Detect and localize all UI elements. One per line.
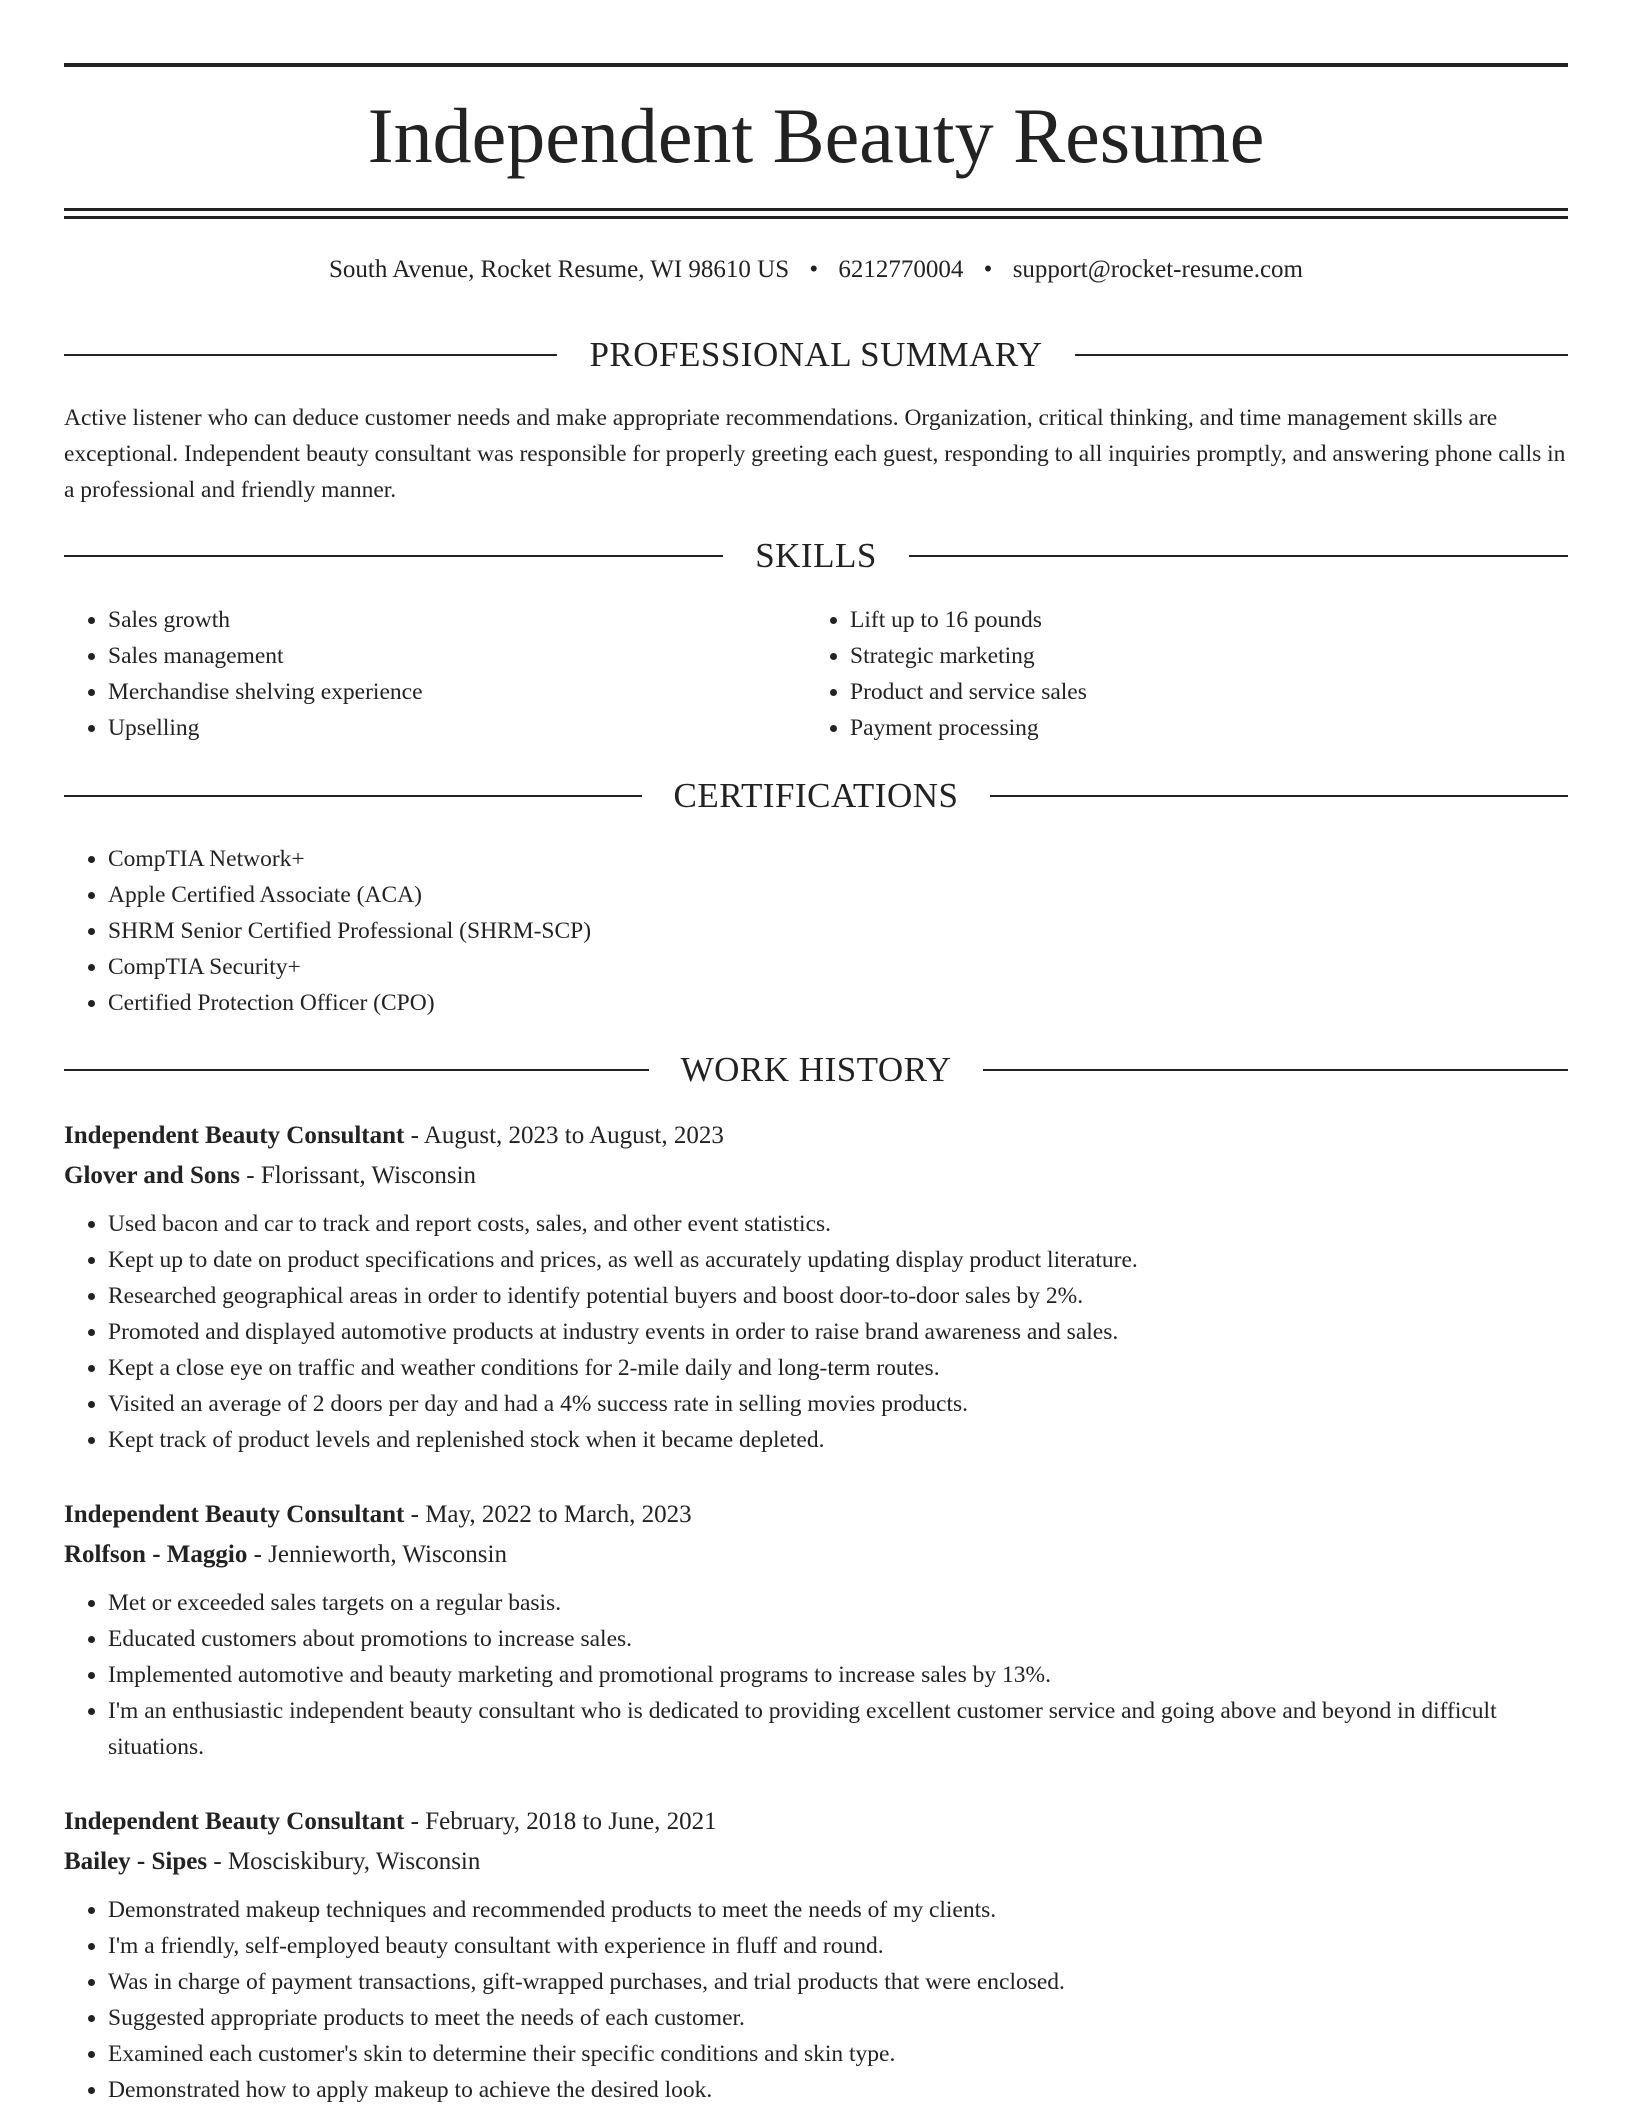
- page-title: Independent Beauty Resume: [367, 92, 1265, 179]
- skill-item: • Sales management: [108, 638, 423, 674]
- divider: [64, 1069, 649, 1071]
- skill-item: • Merchandise shelving experience: [108, 674, 423, 710]
- job-bullet: • Was in charge of payment transactions, gift-wrapped purchases, and trial products that were enclosed.: [108, 1964, 1568, 2000]
- divider: [64, 555, 723, 557]
- job-location: Jennieworth, Wisconsin: [268, 1541, 507, 1568]
- contact-separator: •: [983, 256, 993, 283]
- contact-email[interactable]: support@rocket-resume.com: [1012, 256, 1303, 283]
- job-location: Florissant, Wisconsin: [260, 1162, 477, 1189]
- skills-list-left: [64, 602, 423, 746]
- job-bullet: • Researched geographical areas in order to identify potential buyers and boost door-to-door sales by 2%.: [108, 1278, 1568, 1314]
- job-role-line: [64, 1116, 1568, 1156]
- title-rule-upper: [64, 208, 1568, 211]
- job-bullets: [64, 1585, 1568, 1765]
- top-rule: [64, 63, 1568, 67]
- job-bullet: • Promoted and displayed automotive products at industry events in order to raise brand awareness and sales.: [108, 1314, 1568, 1350]
- job-bullet: • Examined each customer's skin to determine their specific conditions and skin type.: [108, 2036, 1568, 2072]
- job-company-line: [64, 1842, 1568, 1882]
- section-title: SKILLS: [755, 536, 877, 575]
- job-company-line: [64, 1535, 1568, 1575]
- job-dates: February, 2018 to June, 2021: [425, 1808, 717, 1835]
- job-company: Bailey - Sipes: [64, 1848, 208, 1875]
- job-bullet: • Demonstrated how to apply makeup to achieve the desired look.: [108, 2072, 1568, 2108]
- separator: -: [247, 1541, 269, 1568]
- title-rule-lower: [64, 216, 1568, 219]
- job-role-line: [64, 1495, 1568, 1535]
- section-title: PROFESSIONAL SUMMARY: [589, 335, 1043, 374]
- separator: -: [404, 1808, 426, 1835]
- job-bullet: • Kept up to date on product specifications and prices, as well as accurately updating display product literature.: [108, 1242, 1568, 1278]
- divider: [983, 1069, 1568, 1071]
- certification-item: • Apple Certified Associate (ACA): [108, 877, 591, 913]
- summary-text: Active listener who can deduce customer needs and make appropriate recommendations. Organization, critical thinking, and time management skills are exceptional. Independent beauty consultant was responsible for properly greeting each guest, responding to all inquiries promptly, and answering phone calls in a professional and friendly manner.: [64, 405, 1566, 503]
- job-bullet: • Suggested appropriate products to meet the needs of each customer.: [108, 2000, 1568, 2036]
- job-bullet: • Visited an average of 2 doors per day and had a 4% success rate in selling movies products.: [108, 1386, 1568, 1422]
- section-header-certifications: [64, 774, 1568, 818]
- job-company: Glover and Sons: [64, 1162, 240, 1189]
- contact-line: [64, 252, 1568, 288]
- job-bullet: • Implemented automotive and beauty marketing and promotional programs to increase sales by 13%.: [108, 1657, 1568, 1693]
- certification-item: • CompTIA Network+: [108, 841, 591, 877]
- job-bullet: • I'm an enthusiastic independent beauty consultant who is dedicated to providing excellent customer service and going above and beyond in difficult situations.: [108, 1693, 1568, 1765]
- job-entry: [64, 1495, 1568, 1765]
- skill-item: • Product and service sales: [850, 674, 1087, 710]
- job-bullet: • I'm a friendly, self-employed beauty consultant with experience in fluff and round.: [108, 1928, 1568, 1964]
- separator: -: [207, 1848, 228, 1875]
- job-title: Independent Beauty Consultant: [64, 1808, 405, 1835]
- separator: -: [404, 1501, 426, 1528]
- job-bullet: • Kept track of product levels and replenished stock when it became depleted.: [108, 1422, 1568, 1458]
- job-bullet: • Educated customers about promotions to increase sales.: [108, 1621, 1568, 1657]
- job-bullet: • Met or exceeded sales targets on a regular basis.: [108, 1585, 1568, 1621]
- contact-phone: 6212770004: [838, 256, 964, 283]
- contact-address: South Avenue, Rocket Resume, WI 98610 US: [329, 256, 790, 283]
- skill-item: • Lift up to 16 pounds: [850, 602, 1087, 638]
- job-company-line: [64, 1156, 1568, 1196]
- divider: [909, 555, 1568, 557]
- skill-item: • Sales growth: [108, 602, 423, 638]
- job-entry: [64, 1802, 1568, 2108]
- skills-list-right: [806, 602, 1087, 746]
- job-bullet: • Kept a close eye on traffic and weather conditions for 2-mile daily and long-term routes.: [108, 1350, 1568, 1386]
- job-title: Independent Beauty Consultant: [64, 1122, 405, 1149]
- certifications-list: [64, 841, 591, 1021]
- section-header-work-history: [64, 1048, 1568, 1092]
- divider: [64, 354, 557, 356]
- section-header-summary: [64, 333, 1568, 377]
- certification-item: • Certified Protection Officer (CPO): [108, 985, 591, 1021]
- job-bullet: • Demonstrated makeup techniques and recommended products to meet the needs of my clients.: [108, 1892, 1568, 1928]
- job-role-line: [64, 1802, 1568, 1842]
- job-bullet: • Used bacon and car to track and report costs, sales, and other event statistics.: [108, 1206, 1568, 1242]
- job-bullets: [64, 1206, 1568, 1458]
- divider: [990, 795, 1568, 797]
- certification-item: • SHRM Senior Certified Professional (SHRM-SCP): [108, 913, 591, 949]
- job-bullets: [64, 1892, 1568, 2108]
- job-entry: [64, 1116, 1568, 1458]
- skill-item: • Strategic marketing: [850, 638, 1087, 674]
- job-dates: August, 2023 to August, 2023: [423, 1122, 724, 1149]
- job-company: Rolfson - Maggio: [64, 1541, 248, 1568]
- certification-item: • CompTIA Security+: [108, 949, 591, 985]
- job-title: Independent Beauty Consultant: [64, 1501, 405, 1528]
- contact-separator: •: [809, 256, 819, 283]
- skill-item: • Upselling: [108, 710, 423, 746]
- separator: -: [239, 1162, 261, 1189]
- section-header-skills: [64, 534, 1568, 578]
- job-dates: May, 2022 to March, 2023: [425, 1501, 692, 1528]
- skill-item: • Payment processing: [850, 710, 1087, 746]
- divider: [64, 795, 642, 797]
- job-location: Mosciskibury, Wisconsin: [227, 1848, 481, 1875]
- separator: -: [404, 1122, 424, 1149]
- section-title: CERTIFICATIONS: [673, 776, 959, 815]
- section-title: WORK HISTORY: [680, 1050, 952, 1089]
- divider: [1075, 354, 1568, 356]
